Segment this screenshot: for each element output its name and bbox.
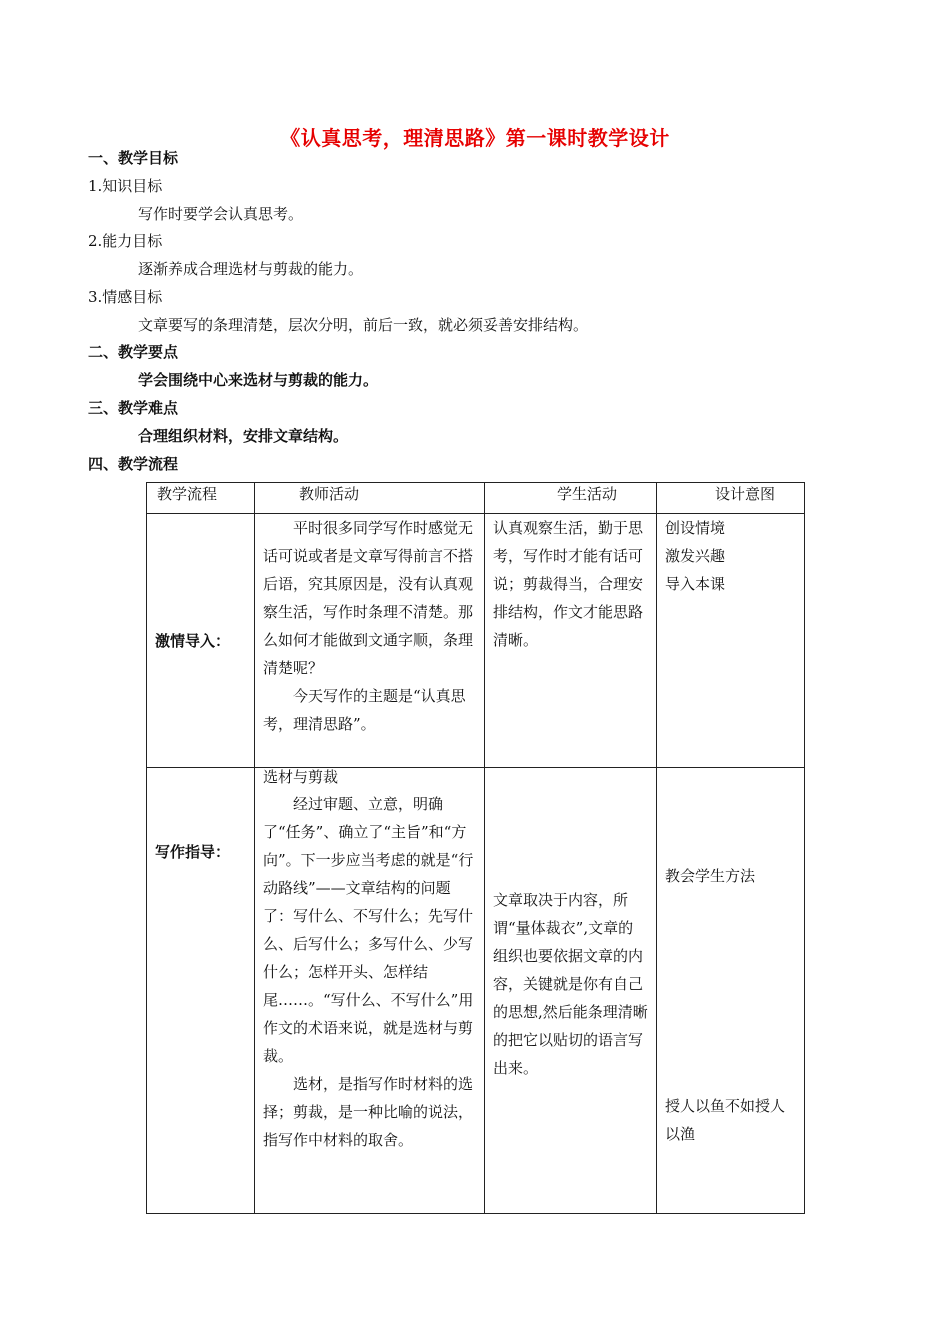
goal-label-ability: 2.能力目标 [88, 232, 163, 250]
student-guidance-text: 文章取决于内容，所谓“量体裁衣”,文章的组织也要依据文章的内容，关键就是你有自己的思想,然后能条理清晰的把它以贴切的语言写出来。 [493, 891, 648, 1077]
intent-guidance [657, 768, 805, 1214]
teacher-intro-paragraph-1: 平时很多同学写作时感觉无话可说或者是文章写得前言不搭后语，究其原因是，没有认真观察生活，写作时条理不清楚。那么如何才能做到文通字顺，条理清楚呢？ [263, 519, 474, 677]
page-title: 《认真思考，理清思路》第一课时教学设计 [280, 126, 670, 150]
goal-text-knowledge: 写作时要学会认真思考。 [138, 205, 304, 223]
teacher-activity-guidance [255, 768, 485, 1214]
intent-intro-line-3: 导入本课 [665, 575, 726, 593]
student-activity-intro: 认真观察生活，勤于思考，写作时才能有话可说；剪裁得当，合理安排结构，作文才能思路清晰。 [485, 514, 657, 768]
section-heading-keypoints: 二、教学要点 [88, 343, 179, 361]
table-row [147, 514, 805, 768]
table-row [147, 768, 805, 1214]
teaching-flow-table [146, 482, 805, 1214]
teacher-intro-paragraph-2: 今天写作的主题是“认真思考，理清思路”。 [263, 687, 466, 733]
teacher-activity-intro [255, 514, 485, 768]
header-teacher: 教师活动 [255, 483, 485, 514]
goal-label-knowledge: 1.知识目标 [88, 177, 163, 195]
teacher-guidance-paragraph-2: 选材，是指写作时材料的选择；剪裁，是一种比喻的说法，指写作中材料的取舍。 [263, 1075, 474, 1149]
section-heading-goals: 一、教学目标 [88, 149, 179, 167]
intent-guidance-1: 教会学生方法 [665, 867, 756, 885]
stage-intro: 激情导入： [147, 514, 255, 768]
difficulties-text: 合理组织材料，安排文章结构。 [138, 427, 349, 445]
header-flow: 教学流程 [147, 483, 255, 514]
section-heading-difficulties: 三、教学难点 [88, 399, 179, 417]
header-student: 学生活动 [485, 483, 657, 514]
intent-intro-line-2: 激发兴趣 [665, 547, 726, 565]
student-activity-guidance [485, 768, 657, 1214]
teacher-guidance-subtitle: 选材与剪裁 [263, 768, 339, 786]
intent-intro [657, 514, 805, 768]
section-heading-flow: 四、教学流程 [88, 455, 179, 473]
intent-guidance-2: 授人以鱼不如授人以渔 [665, 1097, 786, 1143]
teacher-guidance-paragraph-1: 经过审题、立意，明确了“任务”、确立了“主旨”和“方向”。下一步应当考虑的就是“行动路线”——文章结构的问题了：写什么、不写什么；先写什么、后写什么；多写什么、少写什么；怎样开头、怎样结尾……。“写什么、不写什么”用作文的术语来说，就是选材与剪裁。 [263, 795, 474, 1065]
table-header-row [147, 483, 805, 514]
goal-text-emotion: 文章要写的条理清楚，层次分明，前后一致，就必须妥善安排结构。 [138, 316, 589, 334]
goal-text-ability: 逐渐养成合理选材与剪裁的能力。 [138, 260, 364, 278]
stage-guidance: 写作指导： [147, 768, 255, 1214]
keypoints-text: 学会围绕中心来选材与剪裁的能力。 [138, 371, 379, 389]
intent-intro-line-1: 创设情境 [665, 519, 726, 537]
goal-label-emotion: 3.情感目标 [88, 288, 163, 306]
header-intent: 设计意图 [657, 483, 805, 514]
